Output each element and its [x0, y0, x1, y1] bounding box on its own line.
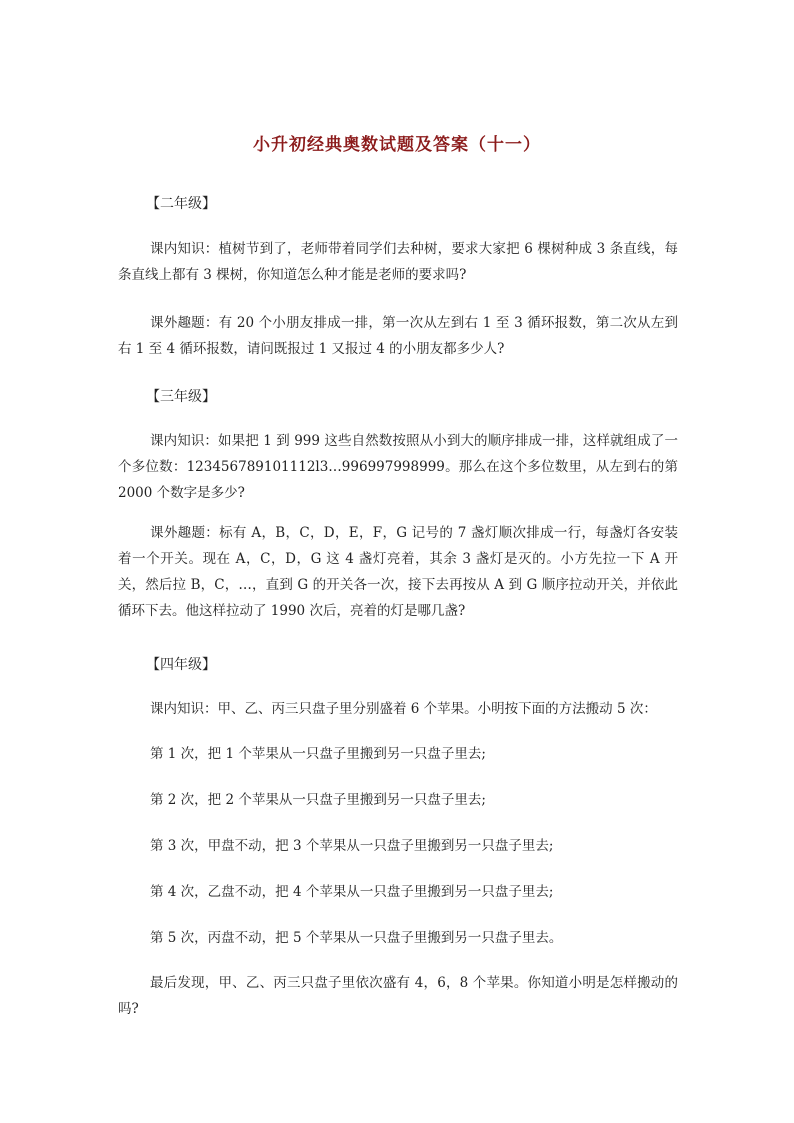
grade4-step-4: 第 4 次，乙盘不动，把 4 个苹果从一只盘子里搬到另一只盘子里去;: [150, 884, 554, 900]
grade3-outside-paragraph: 课外趣题：标有 A，B，C，D，E，F，G 记号的 7 盏灯顺次排成一行，每盏灯各安装着一个开关。现在 A，C，D，G 这 4 盏灯亮着，其余 3 盏灯是灭的。小方先拉一下 A 开关，然后拉 B，C，…，直到 G 的开关各一次，接下去再按从 A 到 G 顺序拉动开关，并依此循环下去。他这样拉动了 1990 次后，亮着的灯是哪几盏?: [118, 525, 678, 619]
document-title: 小升初经典奥数试题及答案（十一）: [253, 135, 541, 155]
grade4-step-1: 第 1 次，把 1 个苹果从一只盘子里搬到另一只盘子里去;: [150, 746, 486, 762]
grade2-outside-paragraph: 课外趣题：有 20 个小朋友排成一排，第一次从左到右 1 至 3 循环报数，第二次从左到右 1 至 4 循环报数，请问既报过 1 又报过 4 的小朋友都多少人?: [118, 315, 678, 357]
grade4-step-5: 第 5 次，丙盘不动，把 5 个苹果从一只盘子里搬到另一只盘子里去。: [150, 930, 563, 946]
grade4-heading: 【四年级】: [146, 657, 216, 673]
grade4-step-3: 第 3 次，甲盘不动，把 3 个苹果从一只盘子里搬到另一只盘子里去;: [150, 838, 554, 854]
grade3-inside-paragraph: 课内知识：如果把 1 到 999 这些自然数按照从小到大的顺序排成一排，这样就组成了一个多位数：123456789101112l3…996997998999。那么在这个多位数里，从左到右的第 2000 个数字是多少?: [118, 433, 678, 501]
grade4-conclusion-paragraph: 最后发现，甲、乙、丙三只盘子里依次盛有 4，6，8 个苹果。你知道小明是怎样搬动的吗?: [118, 975, 678, 1017]
grade4-inside-paragraph: 课内知识：甲、乙、丙三只盘子里分别盛着 6 个苹果。小明按下面的方法搬动 5 次：: [150, 701, 657, 717]
grade3-heading: 【三年级】: [146, 389, 216, 405]
grade2-inside-paragraph: 课内知识：植树节到了，老师带着同学们去种树，要求大家把 6 棵树种成 3 条直线，每条直线上都有 3 棵树，你知道怎么种才能是老师的要求吗?: [118, 241, 678, 283]
grade2-heading: 【二年级】: [146, 196, 216, 212]
grade4-step-2: 第 2 次，把 2 个苹果从一只盘子里搬到另一只盘子里去;: [150, 792, 486, 808]
